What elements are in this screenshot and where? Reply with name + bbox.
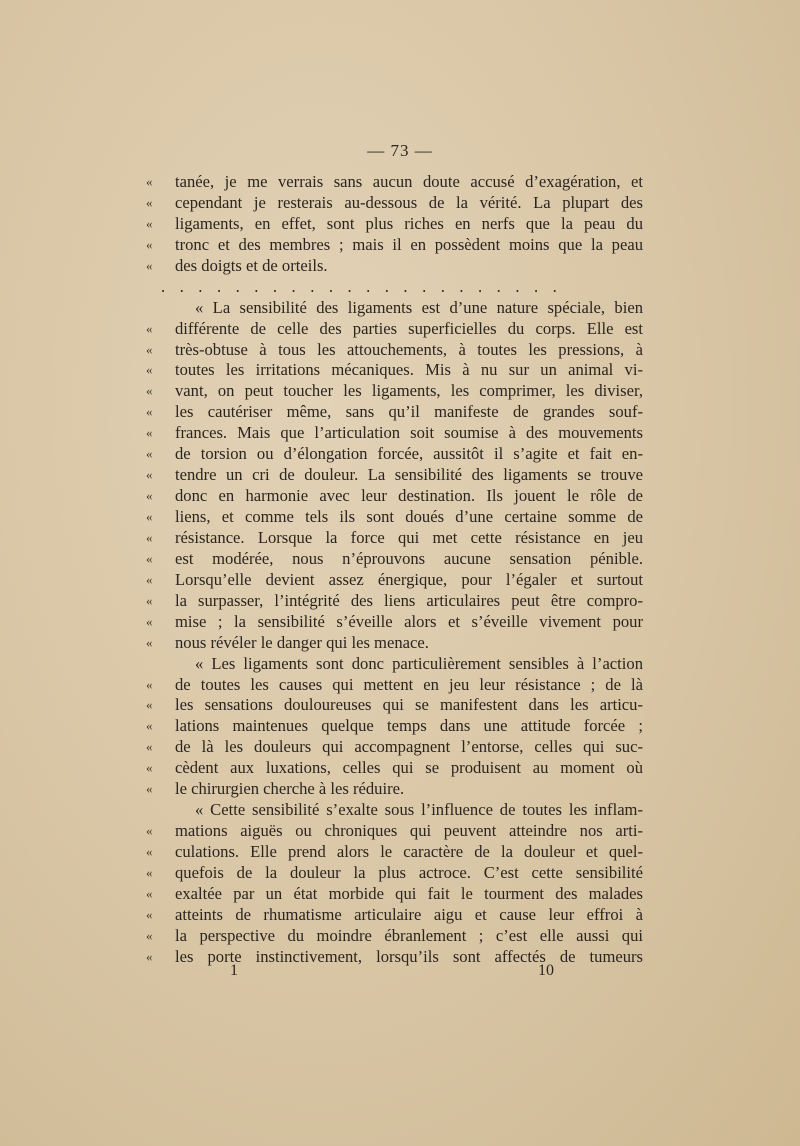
line-text: toutes les irritations mécaniques. Mis à nu sur un animal vi- xyxy=(175,360,643,380)
quote-mark: « xyxy=(146,509,153,524)
quote-mark: « xyxy=(146,571,153,587)
line-text: cèdent aux luxations, celles qui se produisent au moment où xyxy=(175,758,643,778)
text-line xyxy=(147,633,643,654)
text-line xyxy=(147,737,643,758)
text-line xyxy=(147,193,643,214)
quote-mark: « xyxy=(146,529,153,545)
line-text: cependant je resterais au-dessous de la vérité. La plupart des xyxy=(175,192,643,212)
text-line xyxy=(147,507,643,528)
signature-mark-right: 10 xyxy=(538,962,554,979)
line-text: tanée, je me verrais sans aucun doute accusé d’exagération, et xyxy=(175,172,643,191)
quote-mark: « xyxy=(146,906,153,922)
text-line xyxy=(147,528,643,549)
line-text: nous révéler le danger qui les menace. xyxy=(175,632,429,652)
quote-mark: « xyxy=(146,236,153,252)
text-line xyxy=(147,423,643,444)
line-text: quefois de la douleur la plus actroce. C’est cette sensibilité xyxy=(175,862,643,882)
line-text: des doigts et de orteils. xyxy=(175,255,328,275)
text-line xyxy=(147,235,643,256)
line-text: donc en harmonie avec leur destination. Ils jouent le rôle de xyxy=(175,486,643,506)
line-text: Lorsqu’elle devient assez énergique, pour l’égaler et surtout xyxy=(175,569,643,589)
quote-mark: « xyxy=(146,823,153,839)
quote-mark: « xyxy=(146,844,153,859)
text-line xyxy=(147,612,643,633)
text-line xyxy=(147,654,643,675)
text-line xyxy=(147,465,643,486)
line-text: ...................... xyxy=(161,276,572,296)
text-line xyxy=(147,758,643,779)
quote-mark: « xyxy=(146,760,153,776)
line-text: tronc et des membres ; mais il en possèdent moins que la peau xyxy=(175,234,643,254)
quote-mark: « xyxy=(146,718,153,734)
line-text: ligaments, en effet, sont plus riches en nerfs que la peau du xyxy=(175,213,643,233)
quote-mark: « xyxy=(146,404,153,420)
quote-mark: « xyxy=(146,174,153,189)
quote-mark: « xyxy=(146,739,153,755)
line-text: « Les ligaments sont donc particulièrement sensibles à l’action xyxy=(195,653,643,673)
line-text: est modérée, nous n’éprouvons aucune sensation pénible. xyxy=(175,548,643,568)
text-line xyxy=(147,926,643,947)
line-text: les cautériser même, sans qu’il manifeste de grandes souf- xyxy=(175,402,643,422)
line-text: frances. Mais que l’articulation soit soumise à des mouvements xyxy=(175,423,643,443)
line-text: très-obtuse à tous les attouchements, à toutes les pressions, à xyxy=(175,339,643,359)
text-line xyxy=(147,402,643,423)
quote-mark: « xyxy=(146,194,153,210)
quote-mark: « xyxy=(146,613,153,629)
line-text: la surpasser, l’intégrité des liens articulaires peut être compro- xyxy=(175,590,643,610)
line-text: « La sensibilité des ligaments est d’une nature spéciale, bien xyxy=(195,297,643,317)
line-text: résistance. Lorsque la force qui met cette résistance en jeu xyxy=(175,527,643,547)
ellipsis-line xyxy=(147,277,643,298)
quote-mark: « xyxy=(146,446,153,462)
quote-mark: « xyxy=(146,467,153,483)
text-line xyxy=(147,214,643,235)
text-line xyxy=(147,716,643,737)
line-text: exaltée par un état morbide qui fait le tourment des malades xyxy=(175,883,643,903)
quote-mark: « xyxy=(146,634,153,650)
line-text: liens, et comme tels ils sont doués d’une certaine somme de xyxy=(175,507,643,526)
quote-mark: « xyxy=(146,927,153,943)
quote-mark: « xyxy=(146,215,153,231)
text-line xyxy=(147,800,643,821)
text-line xyxy=(147,172,643,193)
line-text: de toutes les causes qui mettent en jeu leur résistance ; de là xyxy=(175,674,643,694)
quote-mark: « xyxy=(146,257,153,273)
text-line xyxy=(147,486,643,507)
line-text: lations maintenues quelque temps dans une attitude forcée ; xyxy=(175,716,643,736)
quote-mark: « xyxy=(146,864,153,880)
quote-mark: « xyxy=(146,781,153,797)
line-text: « Cette sensibilité s’exalte sous l’influence de toutes les inflam- xyxy=(195,800,643,820)
line-text: mations aiguës ou chroniques qui peuvent atteindre nos arti- xyxy=(175,821,643,841)
quote-mark: « xyxy=(146,362,153,378)
line-text: vant, on peut toucher les ligaments, les comprimer, les diviser, xyxy=(175,381,643,401)
text-line xyxy=(147,779,643,800)
text-line xyxy=(147,675,643,696)
line-text: tendre un cri de douleur. La sensibilité des ligaments se trouve xyxy=(175,465,643,485)
text-line xyxy=(147,256,643,277)
line-text: de là les douleurs qui accompagnent l’entorse, celles qui suc- xyxy=(175,737,643,757)
text-line xyxy=(147,319,643,340)
line-text: la perspective du moindre ébranlement ; c’est elle aussi qui xyxy=(175,925,643,945)
line-text: le chirurgien cherche à les réduire. xyxy=(175,779,405,799)
text-line xyxy=(147,381,643,402)
line-text: les sensations douloureuses qui se manifestent dans les articu- xyxy=(175,695,643,715)
text-line xyxy=(147,695,643,716)
quote-mark: « xyxy=(146,488,153,504)
text-line xyxy=(147,863,643,884)
text-line xyxy=(147,570,643,591)
text-line xyxy=(147,444,643,465)
quote-mark: « xyxy=(146,697,153,713)
signature-mark-left: 1 xyxy=(230,962,238,979)
quote-mark: « xyxy=(146,320,153,336)
quote-mark: « xyxy=(146,948,153,964)
text-line xyxy=(147,842,643,863)
quote-mark: « xyxy=(146,676,153,692)
body-text xyxy=(147,172,643,968)
printer-signature xyxy=(0,962,800,986)
text-line xyxy=(147,298,643,319)
line-text: mise ; la sensibilité s’éveille alors et s’éveille vivement pour xyxy=(175,611,643,631)
quote-mark: « xyxy=(146,383,153,399)
line-text: les porte instinctivement, lorsqu’ils sont affectés de tumeurs xyxy=(175,946,643,966)
text-line xyxy=(147,821,643,842)
page-number: — 73 — xyxy=(367,141,433,160)
line-text: atteints de rhumatisme articulaire aigu et cause leur effroi à xyxy=(175,904,643,924)
text-line xyxy=(147,591,643,612)
quote-mark: « xyxy=(146,592,153,608)
line-text: différente de celle des parties superficielles du corps. Elle est xyxy=(175,318,643,338)
text-line xyxy=(147,549,643,570)
text-line xyxy=(147,360,643,381)
text-line xyxy=(147,340,643,361)
quote-mark: « xyxy=(146,425,153,441)
quote-mark: « xyxy=(146,550,153,566)
text-line xyxy=(147,884,643,905)
line-text: culations. Elle prend alors le caractère de la douleur et quel- xyxy=(175,842,643,861)
text-line xyxy=(147,905,643,926)
line-text: de torsion ou d’élongation forcée, aussitôt il s’agite et fait en- xyxy=(175,444,643,464)
quote-mark: « xyxy=(146,341,153,357)
quote-mark: « xyxy=(146,885,153,901)
